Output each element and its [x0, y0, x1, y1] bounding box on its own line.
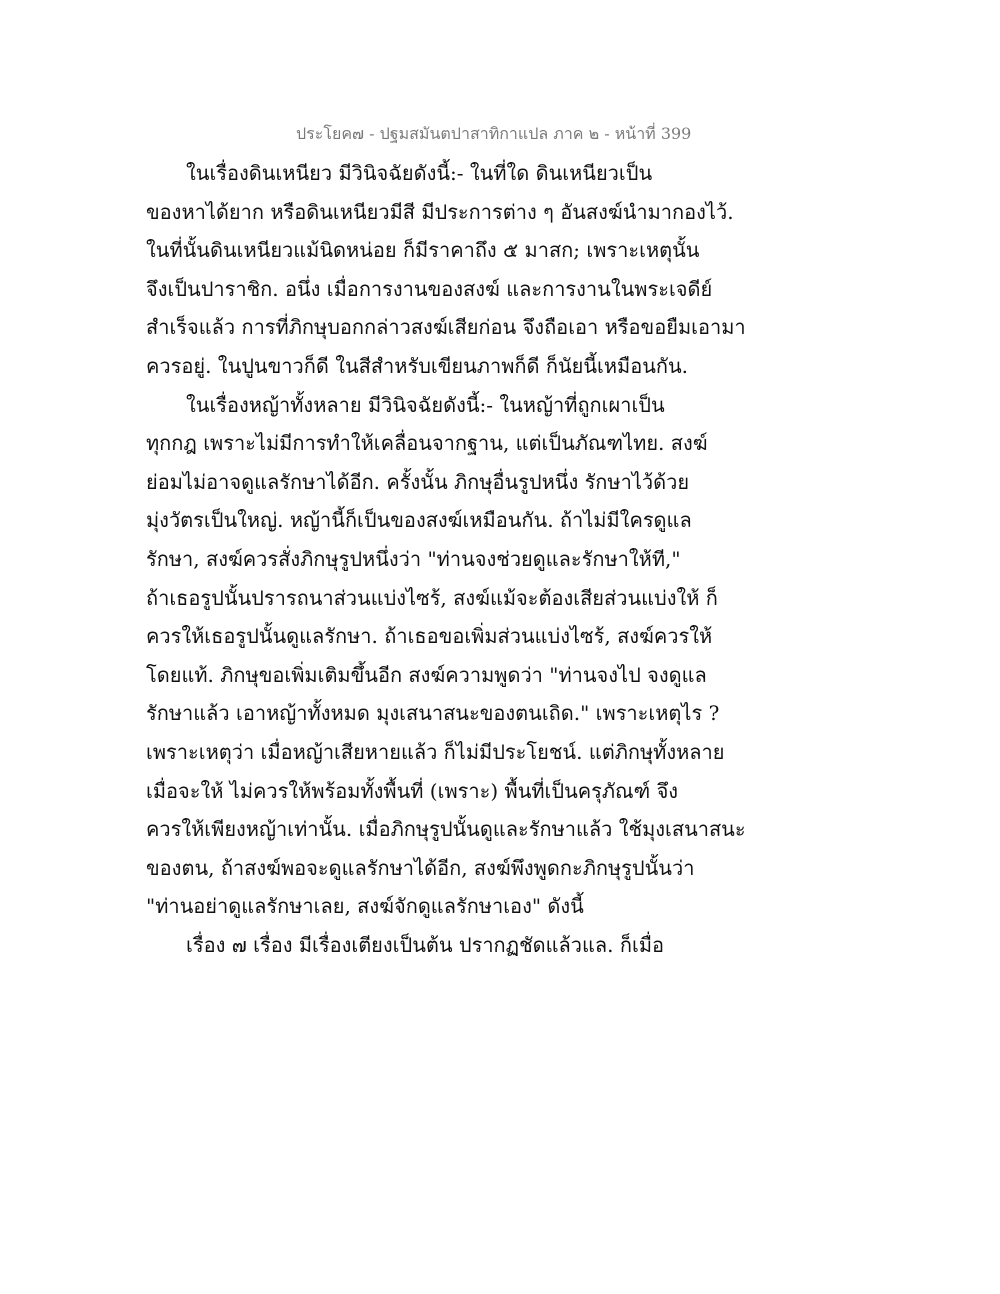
paragraph-line: ทุกกฎ เพราะไม่มีการทำให้เคลื่อนจากฐาน, แต่เป็นภัณฑไทย. สงฆ์ — [146, 431, 708, 456]
paragraph-line: เรื่อง ๗ เรื่อง มีเรื่องเตียงเป็นต้น ปรากฏชัดแล้วแล. ก็เมื่อ — [186, 932, 665, 957]
running-header: ประโยค๗ - ปฐมสมันตปาสาทิกาแปล ภาค ๒ - หน้าที่ 399 — [296, 124, 692, 143]
paragraph-line: จึงเป็นปาราชิก. อนึ่ง เมื่อการงานของสงฆ์ และการงานในพระเจดีย์ — [146, 276, 713, 301]
paragraph-line: ควรอยู่. ในปูนขาวก็ดี ในสีสำหรับเขียนภาพก็ดี ก็นัยนี้เหมือนกัน. — [146, 353, 689, 378]
paragraph-line: รักษา, สงฆ์ควรสั่งภิกษุรูปหนึ่งว่า "ท่านจงช่วยดูและรักษาให้ที," — [146, 546, 681, 571]
paragraph-line: "ท่านอย่าดูแลรักษาเลย, สงฆ์จักดูแลรักษาเอง" ดังนี้ — [146, 894, 584, 919]
paragraph-line: สำเร็จแล้ว การที่ภิกษุบอกกล่าวสงฆ์เสียก่อน จึงถือเอา หรือขอยืมเอามา — [146, 315, 746, 340]
paragraph-line: ถ้าเธอรูปนั้นปรารถนาส่วนแบ่งไซร้, สงฆ์แม้จะต้องเสียส่วนแบ่งให้ ก็ — [146, 585, 718, 610]
paragraph-line: ในเรื่องหญ้าทั้งหลาย มีวินิจฉัยดังนี้:- ในหญ้าที่ถูกเผาเป็น — [186, 392, 665, 417]
paragraph-line: รักษาแล้ว เอาหญ้าทั้งหมด มุงเสนาสนะของตนเถิด." เพราะเหตุไร ? — [146, 701, 720, 726]
paragraph-line: โดยแท้. ภิกษุขอเพิ่มเติมขึ้นอีก สงฆ์ความพูดว่า "ท่านจงไป จงดูแล — [146, 662, 707, 687]
paragraph-line: ในเรื่องดินเหนียว มีวินิจฉัยดังนี้:- ในที่ใด ดินเหนียวเป็น — [186, 161, 653, 185]
paragraph-line: เพราะเหตุว่า เมื่อหญ้าเสียหายแล้ว ก็ไม่มีประโยชน์. แต่ภิกษุทั้งหลาย — [146, 739, 725, 764]
paragraph-line: เมื่อจะให้ ไม่ควรให้พร้อมทั้งพื้นที่ (เพราะ) พื้นที่เป็นครุภัณฑ์ จึง — [146, 778, 679, 803]
paragraph-line: ของตน, ถ้าสงฆ์พอจะดูแลรักษาได้อีก, สงฆ์พึงพูดกะภิกษุรูปนั้นว่า — [146, 855, 695, 880]
paragraph-line: ย่อมไม่อาจดูแลรักษาได้อีก. ครั้งนั้น ภิกษุอื่นรูปหนึ่ง รักษาไว้ด้วย — [146, 469, 690, 494]
paragraph-line: ของหาได้ยาก หรือดินเหนียวมีสี มีประการต่าง ๆ อันสงฆ์นำมากองไว้. — [146, 199, 734, 224]
paragraph-line: ควรให้เธอรูปนั้นดูแลรักษา. ถ้าเธอขอเพิ่มส่วนแบ่งไซร้, สงฆ์ควรให้ — [146, 624, 713, 649]
paragraph-line: มุ่งวัตรเป็นใหญ่. หญ้านี้ก็เป็นของสงฆ์เหมือนกัน. ถ้าไม่มีใครดูแล — [146, 508, 692, 533]
paragraph-line: ในที่นั้นดินเหนียวแม้นิดหน่อย ก็มีราคาถึง ๕ มาสก; เพราะเหตุนั้น — [146, 238, 700, 263]
paragraph-line: ควรให้เพียงหญ้าเท่านั้น. เมื่อภิกษุรูปนั้นดูและรักษาแล้ว ใช้มุงเสนาสนะ — [146, 817, 746, 842]
body-text — [146, 158, 746, 968]
